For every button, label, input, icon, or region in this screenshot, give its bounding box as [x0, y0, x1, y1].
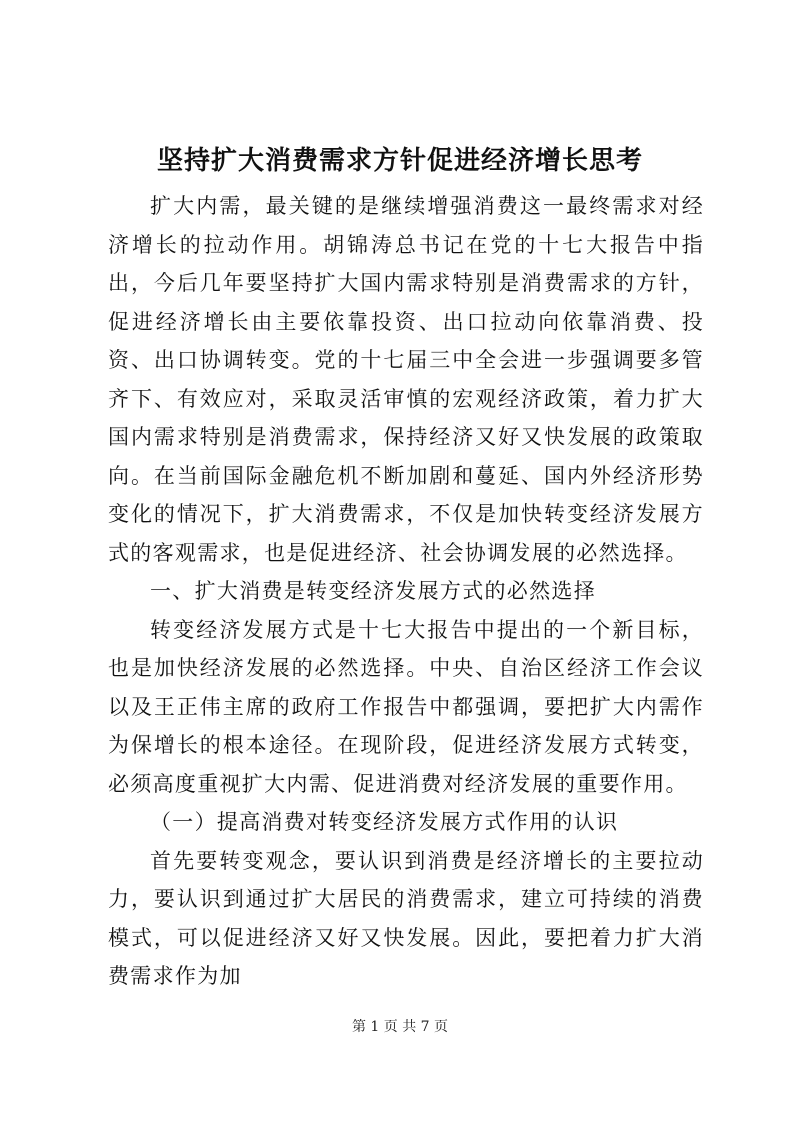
subsection-heading-1: （一）提高消费对转变经济发展方式作用的认识 — [150, 810, 619, 834]
paragraph-subsection-1: 首先要转变观念，要认识到消费是经济增长的主要拉动力，要认识到通过扩大居民的消费需求，建立可持续的消费模式，可以促进经济又好又快发展。因此，要把着力扩大消费需求作为加 — [108, 848, 704, 988]
paragraph-intro: 扩大内需，最关键的是继续增强消费这一最终需求对经济增长的拉动作用。胡锦涛总书记在党的十七大报告中指出，今后几年要坚持扩大国内需求特别是消费需求的方针，促进经济增长由主要依靠投资、出口拉动向依靠消费、投资、出口协调转变。党的十七届三中全会进一步强调要多管齐下、有效应对，采取灵活审慎的宏观经济政策，着力扩大国内需求特别是消费需求，保持经济又好又快发展的政策取向。在当前国际金融危机不断加剧和蔓延、国内外经济形势变化的情况下，扩大消费需求，不仅是加快转变经济发展方式的客观需求，也是促进经济、社会协调发展的必然选择。 — [108, 194, 704, 565]
document-title: 坚持扩大消费需求方针促进经济增长思考 — [156, 146, 643, 176]
section-heading-1: 一、扩大消费是转变经济发展方式的必然选择 — [150, 579, 596, 603]
page-number-footer: 第 1 页 共 7 页 — [351, 1019, 449, 1035]
document-body — [108, 187, 704, 996]
paragraph-section-1: 转变经济发展方式是十七大报告中提出的一个新目标，也是加快经济发展的必然选择。中央、自治区经济工作会议以及王正伟主席的政府工作报告中都强调，要把扩大内需作为保增长的根本途径。在现阶段，促进经济发展方式转变，必须高度重视扩大内需、促进消费对经济发展的重要作用。 — [108, 617, 704, 796]
